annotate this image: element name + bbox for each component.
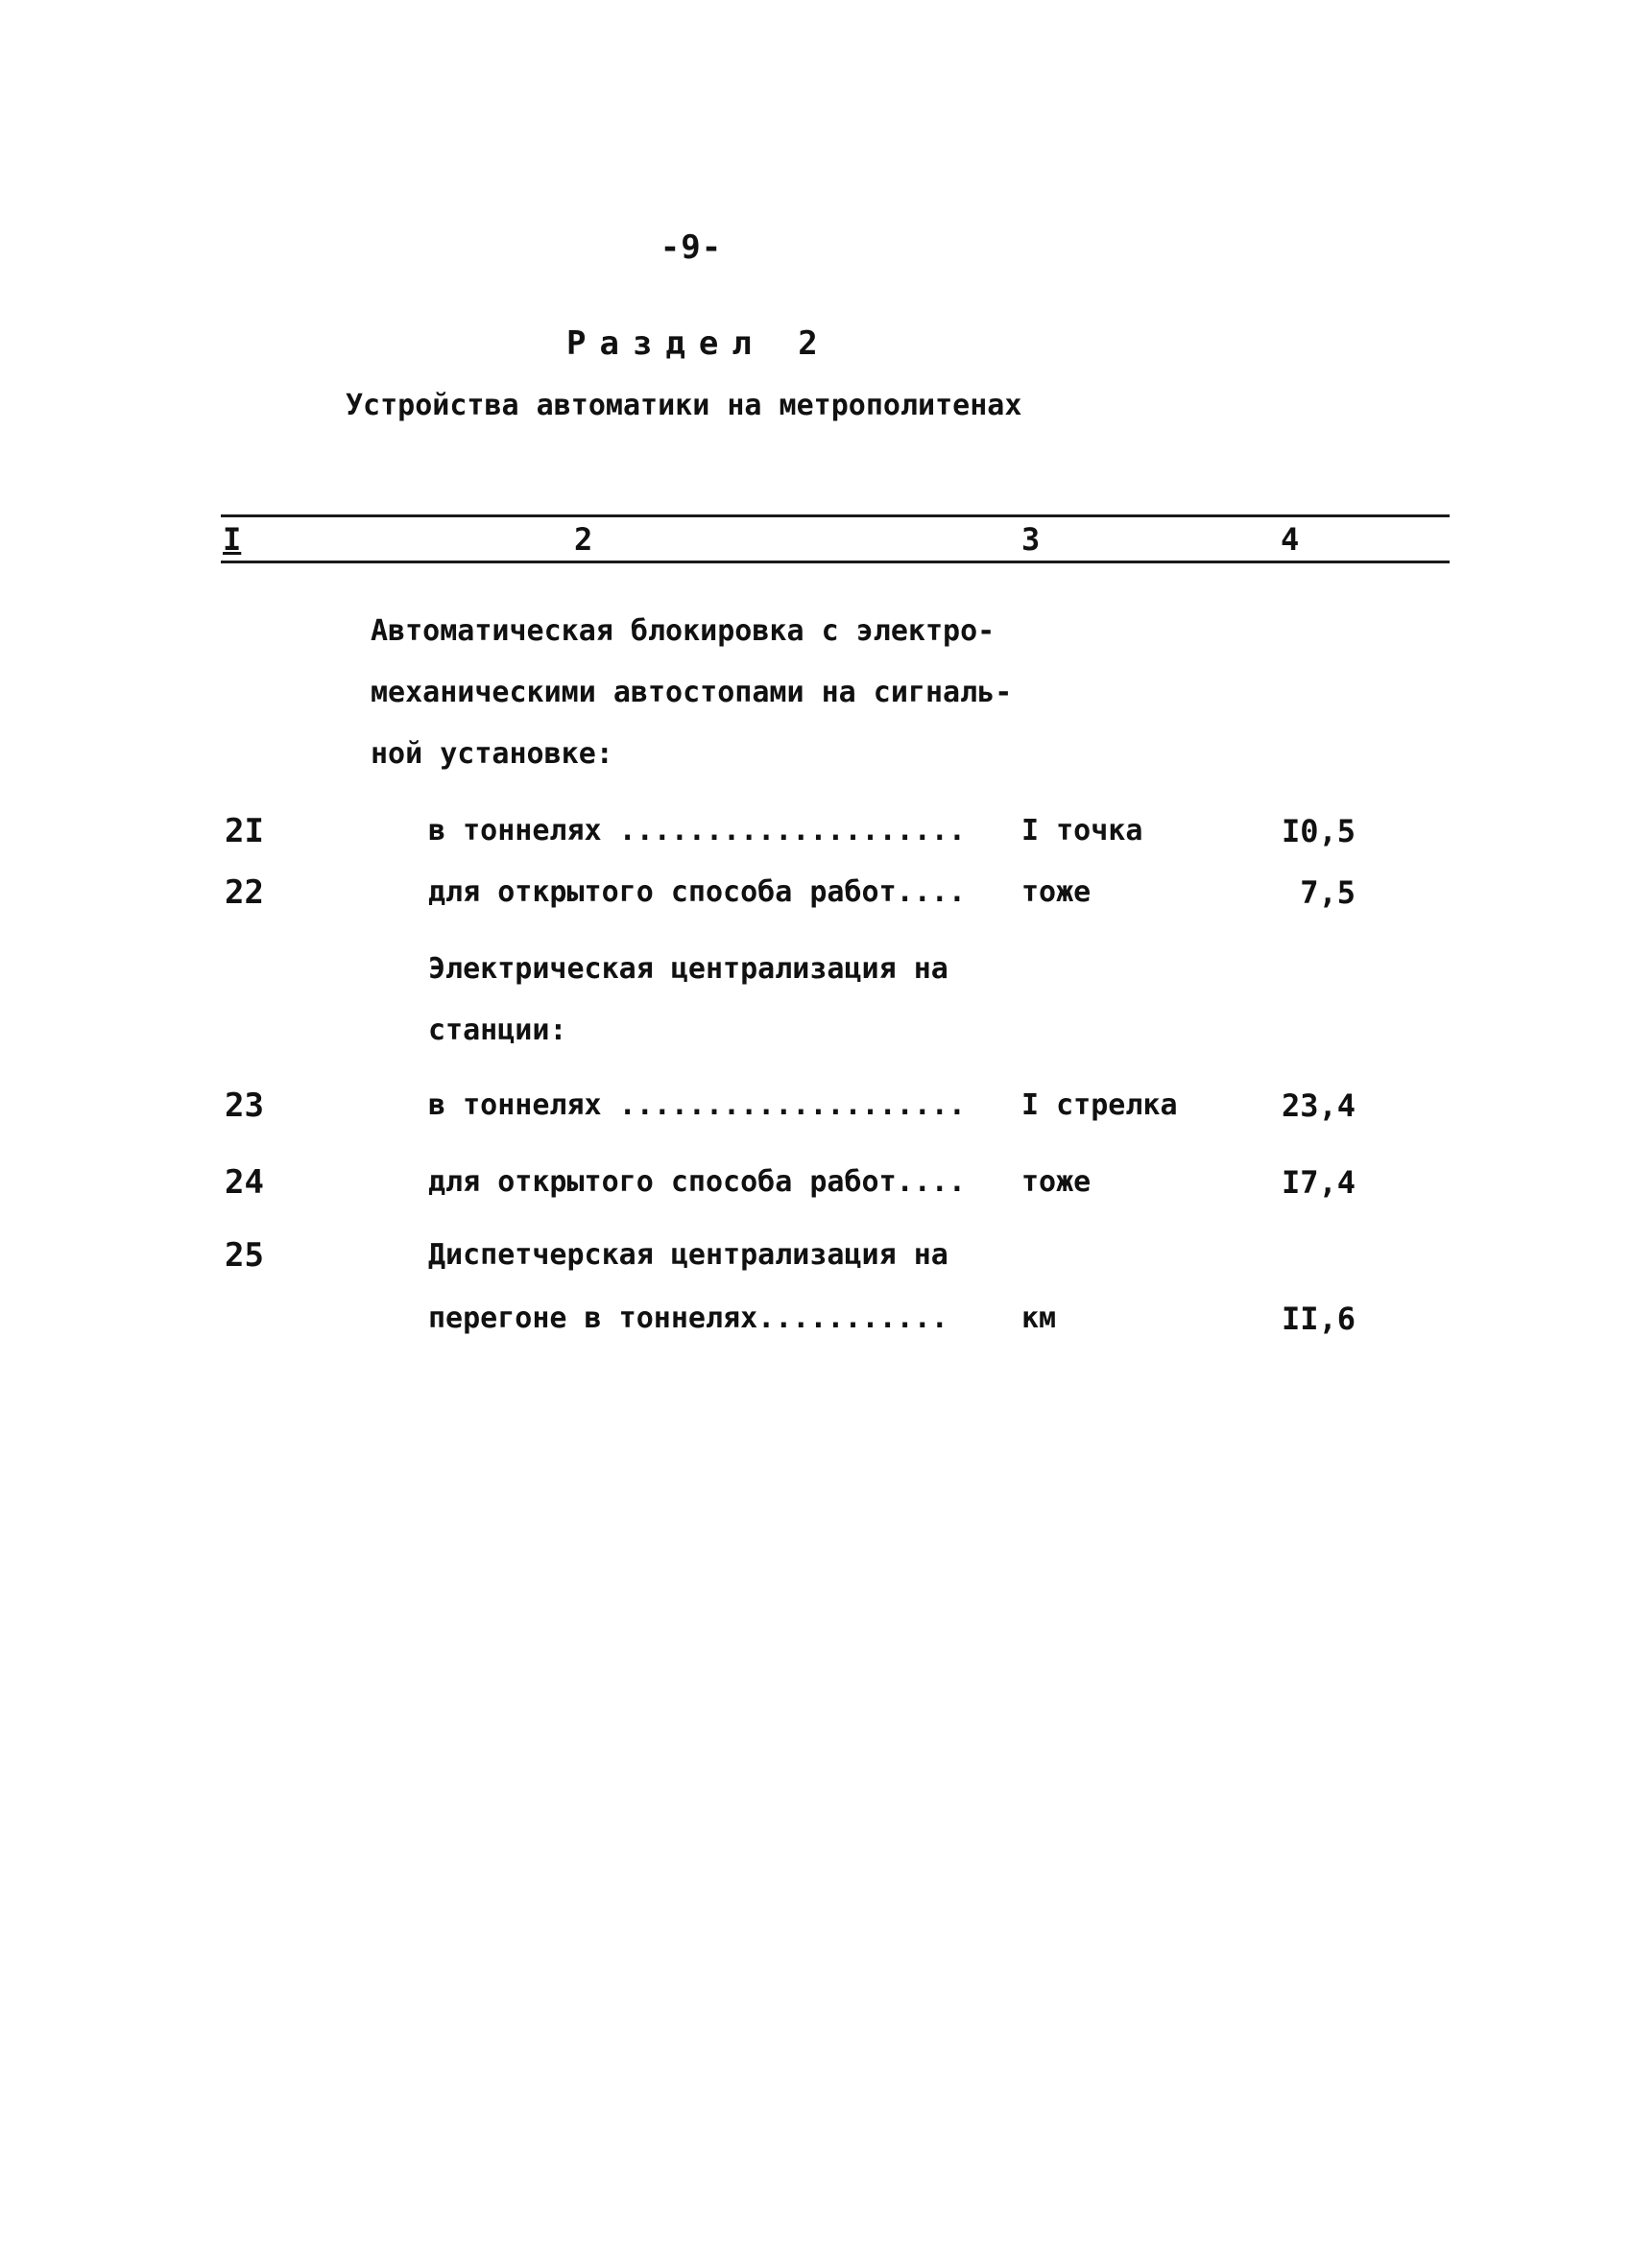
section-subtitle: Устройства автоматики на метрополитенах [346,389,1022,422]
row-description: в тоннелях .................... [428,1088,966,1122]
table-row [0,1234,1632,1277]
row-value: 23,4 [1281,1087,1356,1124]
row-number: 25 [225,1236,264,1275]
row-description: Диспетчерская централизация на [428,1238,948,1272]
row-number: 24 [225,1163,264,1202]
table-row [0,810,1632,852]
column-header-4: 4 [1281,521,1300,558]
row-number: 22 [225,873,264,912]
row-unit: тоже [1021,875,1092,909]
group-heading-electric-centralization: Электрическая централизация на станции: [428,952,948,1047]
page-number: -9- [660,228,723,267]
table-row [0,1161,1632,1204]
row-unit: I стрелка [1021,1088,1178,1122]
row-value: I7,4 [1281,1164,1356,1201]
table-row [0,1085,1632,1127]
row-description: в тоннелях .................... [428,814,966,848]
row-unit: км [1021,1301,1057,1335]
row-description: для открытого способа работ.... [428,1165,966,1199]
table-top-rule [221,514,1450,517]
row-unit: тоже [1021,1165,1092,1199]
group-heading-auto-blocking: Автоматическая блокировка с электро- механическими автостопами на сигналь- ной установке: [371,614,1013,771]
row-value: II,6 [1281,1301,1356,1337]
table-row-continuation [0,1298,1632,1340]
row-description: перегоне в тоннелях........... [428,1301,948,1335]
table-row [0,871,1632,914]
row-description: для открытого способа работ.... [428,875,966,909]
column-header-2: 2 [574,521,593,558]
column-header-1: I [223,521,242,558]
section-title: Раздел 2 [566,324,831,363]
column-header-3: 3 [1021,521,1041,558]
table-header-rule [221,561,1450,563]
row-number: 2I [225,812,264,850]
row-value: I0,5 [1281,813,1356,849]
row-unit: I точка [1021,814,1143,848]
row-value: 7,5 [1300,874,1356,911]
row-number: 23 [225,1086,264,1125]
